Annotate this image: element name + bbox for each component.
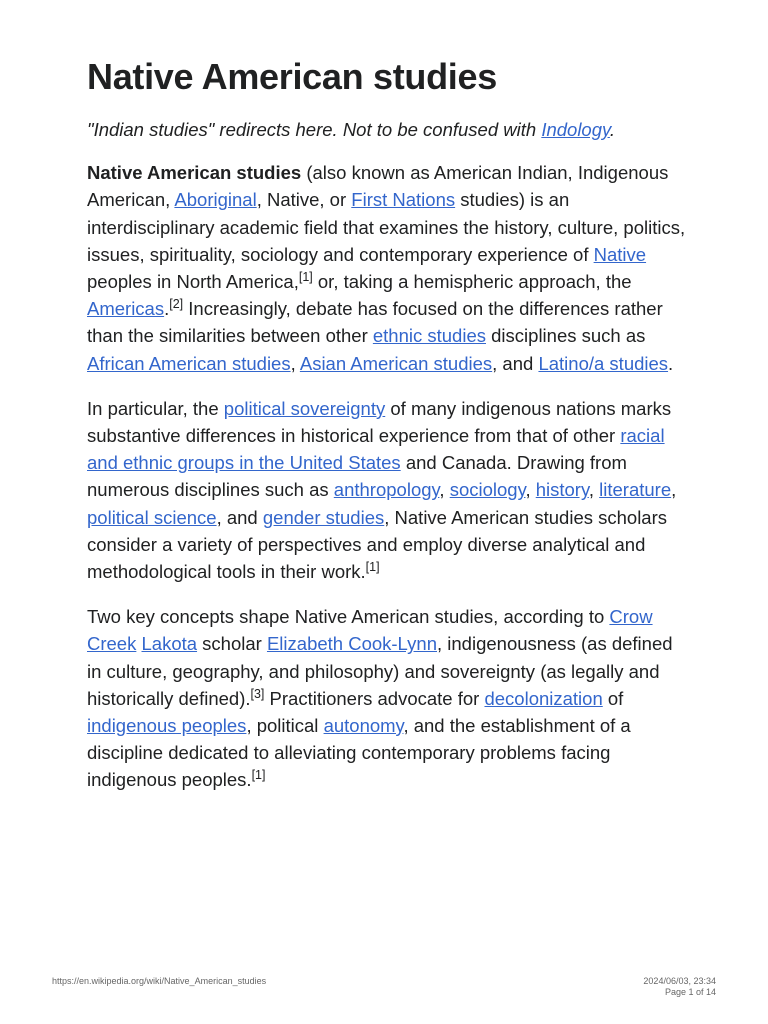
text: , indigenousness (as defined in culture, geography, and philosophy) and sovereignty (as legally and historically defined).: [87, 633, 673, 709]
link-indigenous-peoples[interactable]: indigenous peoples: [87, 715, 247, 737]
text: , and: [492, 352, 539, 374]
text: peoples in North America,: [87, 271, 299, 293]
link-latino-studies[interactable]: Latino/a studies: [538, 352, 669, 374]
link-political-sovereignty[interactable]: political sovereignty: [223, 397, 386, 419]
link-literature[interactable]: literature: [599, 479, 672, 501]
hatnote-punct: .: [609, 119, 616, 140]
text: ,: [439, 479, 450, 501]
citation-ref[interactable]: [2]: [169, 297, 184, 312]
link-lakota[interactable]: Lakota: [141, 633, 198, 655]
link-history[interactable]: history: [535, 479, 589, 501]
text: , Native American studies scholars consider a variety of perspectives and employ diverse analytical and methodological tools in their work.: [87, 506, 668, 583]
text: Increasingly, debate has focused on the differences rather than the similarities between other: [87, 298, 663, 347]
citation-ref[interactable]: [3]: [250, 686, 265, 701]
link-indology[interactable]: Indology: [541, 119, 610, 140]
text: , and the establishment of a discipline dedicated to alleviating contemporary problems facing indigenous peoples.: [87, 715, 631, 791]
paragraph-intro: [87, 159, 687, 377]
footer-url: https://en.wikipedia.org/wiki/Native_American_studies: [52, 976, 267, 986]
link-gender-studies[interactable]: gender studies: [262, 506, 385, 528]
link-aboriginal[interactable]: Aboriginal: [174, 189, 257, 211]
text: ,: [525, 479, 536, 501]
link-racial-ethnic-groups[interactable]: racial and ethnic groups in the United States: [87, 425, 665, 474]
text: .: [164, 298, 170, 320]
text: scholar: [197, 633, 267, 655]
link-native[interactable]: Native: [593, 243, 647, 265]
citation-ref[interactable]: [1]: [365, 559, 380, 574]
paragraph-concepts: [87, 603, 687, 793]
text: or, taking a hemispheric approach, the: [312, 271, 632, 293]
text: of many indigenous nations marks substantive differences in historical experience from that of other: [87, 397, 672, 447]
link-crow-creek[interactable]: Crow Creek: [87, 606, 653, 655]
citation-ref[interactable]: [1]: [251, 768, 266, 783]
text: , political: [246, 715, 324, 737]
hatnote-text: "Indian studies" redirects here. Not to be confused with: [87, 119, 542, 140]
text: In particular, the: [87, 397, 224, 419]
link-african-american-studies[interactable]: African American studies: [87, 352, 291, 374]
text: Practitioners advocate for: [264, 687, 485, 709]
footer-timestamp: 2024/06/03, 23:34: [643, 976, 716, 986]
text: of: [602, 687, 624, 709]
text: (also known as American Indian, Indigenous American,: [87, 162, 669, 211]
text: disciplines such as: [486, 325, 646, 347]
citation-ref[interactable]: [1]: [298, 269, 313, 284]
link-first-nations[interactable]: First Nations: [351, 189, 456, 211]
footer-meta: [643, 976, 716, 998]
footer-page-number: Page 1 of 14: [664, 987, 716, 997]
page-title: Native American studies: [87, 56, 497, 97]
link-sociology[interactable]: sociology: [449, 479, 526, 501]
link-decolonization[interactable]: decolonization: [484, 687, 603, 709]
article: [87, 56, 687, 812]
link-anthropology[interactable]: anthropology: [333, 479, 440, 501]
text: studies) is an interdisciplinary academic field that examines the history, culture, politics, issues, spirituality, sociology and contemporary experience of: [87, 189, 686, 265]
hatnote: [87, 116, 687, 143]
text: , Native, or: [256, 189, 352, 211]
text: .: [668, 352, 674, 374]
link-elizabeth-cook-lynn[interactable]: Elizabeth Cook-Lynn: [266, 633, 437, 655]
text: ,: [290, 352, 300, 374]
link-autonomy[interactable]: autonomy: [323, 715, 404, 737]
link-ethnic-studies[interactable]: ethnic studies: [372, 325, 486, 347]
bold-term: Native American studies: [87, 162, 302, 184]
link-asian-american-studies[interactable]: Asian American studies: [299, 352, 493, 374]
link-americas[interactable]: Americas: [87, 298, 165, 320]
text: ,: [671, 479, 677, 501]
text: , and: [216, 506, 263, 528]
link-political-science[interactable]: political science: [87, 506, 217, 528]
paragraph-sovereignty: [87, 395, 687, 585]
text: ,: [588, 479, 600, 501]
text: and Canada. Drawing from numerous disciplines such as: [87, 452, 627, 501]
text: Two key concepts shape Native American studies, according to: [87, 606, 610, 628]
